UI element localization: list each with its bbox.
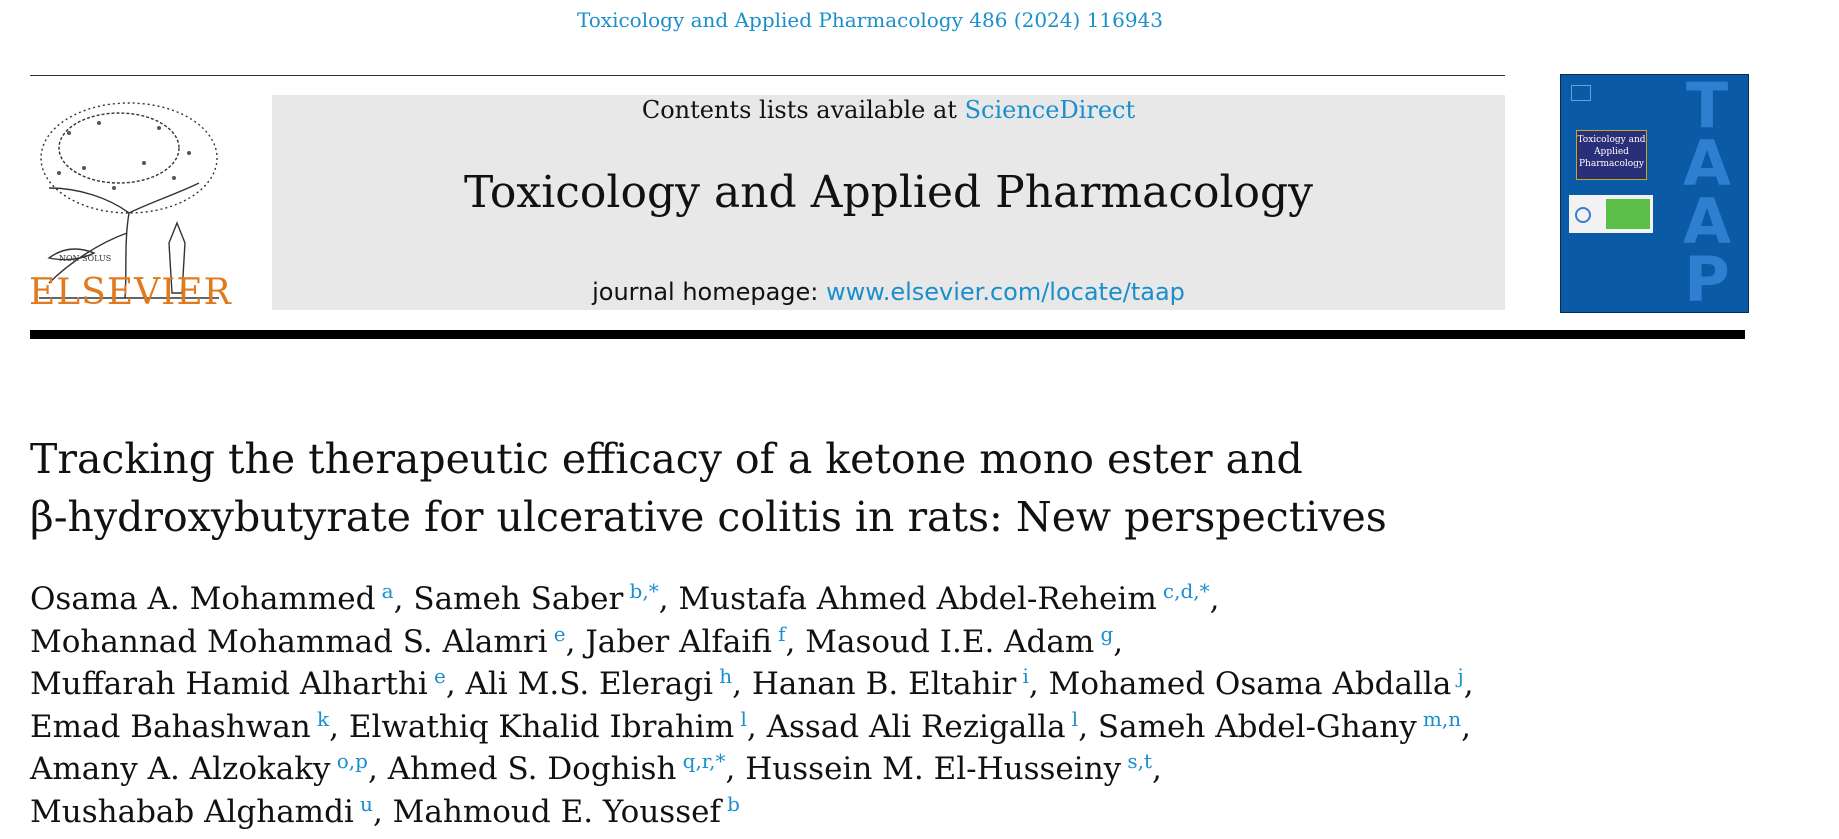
author-affiliation-marker[interactable]: o,p — [336, 749, 368, 773]
homepage-line — [272, 278, 1505, 306]
author-separator: , — [1461, 708, 1471, 745]
author-separator: , — [372, 793, 393, 830]
top-divider — [30, 75, 1505, 76]
author-list — [30, 578, 1630, 833]
author-separator: , — [1028, 666, 1049, 702]
author-name[interactable]: Mohamed Osama Abdalla — [1048, 666, 1452, 702]
cover-acronym-letter: A — [1683, 185, 1731, 258]
article-title — [30, 430, 1530, 546]
author-name[interactable]: Muffarah Hamid Alharthi — [30, 666, 428, 702]
author-affiliation-marker[interactable]: s,t — [1127, 749, 1153, 773]
author-separator: , — [658, 581, 679, 617]
publisher-name[interactable]: ELSEVIER — [29, 272, 232, 313]
author-name[interactable]: Mushabab Alghamdi — [30, 793, 354, 830]
author-separator: , — [1152, 751, 1162, 787]
author-affiliation-marker[interactable]: u — [360, 791, 373, 816]
author-name[interactable]: Ali M.S. Eleragi — [465, 666, 713, 702]
author-separator: , — [732, 666, 752, 702]
cover-figure — [1569, 195, 1653, 233]
journal-title: Toxicology and Applied Pharmacology — [463, 167, 1314, 218]
author-affiliation-marker[interactable]: b,* — [629, 579, 659, 603]
author-affiliation-marker[interactable]: a — [381, 579, 394, 603]
author-separator: , — [725, 751, 746, 787]
homepage-prefix: journal homepage: — [592, 278, 827, 306]
author-affiliation-marker[interactable]: m,n — [1422, 706, 1462, 731]
cover-acronym-letter: T — [1685, 74, 1729, 142]
author-affiliation-marker[interactable]: k — [316, 706, 330, 731]
author-name[interactable]: Sameh Saber — [413, 581, 624, 617]
homepage-link[interactable]: www.elsevier.com/locate/taap — [826, 278, 1185, 306]
author-separator: , — [1113, 623, 1124, 660]
author-name[interactable]: Assad Ali Rezigalla — [766, 708, 1066, 745]
article-title-line-1: Tracking the therapeutic efficacy of a ketone mono ester and — [30, 435, 1303, 483]
journal-cover[interactable] — [1560, 74, 1749, 313]
author-separator: , — [1463, 666, 1474, 702]
author-affiliation-marker[interactable]: e — [433, 664, 446, 688]
author-name[interactable]: Emad Bahashwan — [30, 708, 311, 745]
author-separator: , — [393, 581, 414, 617]
author-separator: , — [565, 623, 586, 660]
contents-prefix: Contents lists available at — [641, 96, 965, 124]
author-name[interactable]: Jaber Alfaifi — [585, 623, 772, 660]
cover-acronym-letter: P — [1684, 243, 1730, 313]
author-separator: , — [1078, 708, 1098, 745]
author-name[interactable]: Hanan B. Eltahir — [751, 666, 1017, 702]
author-name[interactable]: Amany A. Alzokaky — [30, 751, 331, 787]
author-affiliation-marker[interactable]: l — [1071, 706, 1079, 731]
author-affiliation-marker[interactable]: f — [778, 621, 786, 646]
author-name[interactable]: Hussein M. El-Husseiny — [745, 751, 1122, 787]
cover-title-box: Toxicology and Applied Pharmacology — [1576, 130, 1647, 180]
header-thick-divider — [30, 330, 1745, 339]
contents-line — [272, 95, 1505, 125]
author-affiliation-marker[interactable]: h — [719, 664, 733, 688]
author-affiliation-marker[interactable]: e — [553, 621, 566, 646]
author-separator: , — [445, 666, 466, 702]
author-affiliation-marker[interactable]: j — [1457, 664, 1464, 688]
author-name[interactable]: Sameh Abdel-Ghany — [1097, 708, 1417, 745]
author-separator: , — [1209, 581, 1220, 617]
author-affiliation-marker[interactable]: c,d,* — [1162, 579, 1210, 603]
cover-acronym-letter: A — [1683, 127, 1731, 200]
author-name[interactable]: Mustafa Ahmed Abdel-Reheim — [678, 581, 1157, 617]
author-separator: , — [329, 708, 349, 745]
cover-elsevier-mark-icon — [1571, 85, 1591, 101]
sciencedirect-link[interactable]: ScienceDirect — [964, 96, 1136, 124]
article-title-line-2: β-hydroxybutyrate for ulcerative colitis in rats: New perspectives — [30, 493, 1387, 541]
author-separator: , — [367, 751, 388, 787]
author-separator: , — [785, 623, 806, 660]
author-name[interactable]: Osama A. Mohammed — [30, 581, 376, 617]
svg-text:NON SOLUS: NON SOLUS — [59, 254, 112, 263]
author-name[interactable]: Masoud I.E. Adam — [805, 623, 1095, 660]
author-name[interactable]: Mohannad Mohammad S. Alamri — [30, 623, 548, 660]
cover-acronym — [1672, 74, 1742, 313]
author-affiliation-marker[interactable]: q,r,* — [682, 749, 726, 773]
author-name[interactable]: Elwathiq Khalid Ibrahim — [348, 708, 735, 745]
journal-masthead — [272, 95, 1505, 310]
author-name[interactable]: Mahmoud E. Youssef — [392, 793, 721, 830]
journal-citation[interactable]: Toxicology and Applied Pharmacology 486 (2024) 116943 — [576, 8, 1164, 32]
author-affiliation-marker[interactable]: g — [1100, 621, 1114, 646]
author-affiliation-marker[interactable]: l — [740, 706, 747, 731]
author-affiliation-marker[interactable]: i — [1022, 664, 1029, 688]
author-separator: , — [746, 708, 767, 745]
author-affiliation-marker[interactable]: b — [727, 791, 740, 816]
author-name[interactable]: Ahmed S. Doghish — [387, 751, 677, 787]
